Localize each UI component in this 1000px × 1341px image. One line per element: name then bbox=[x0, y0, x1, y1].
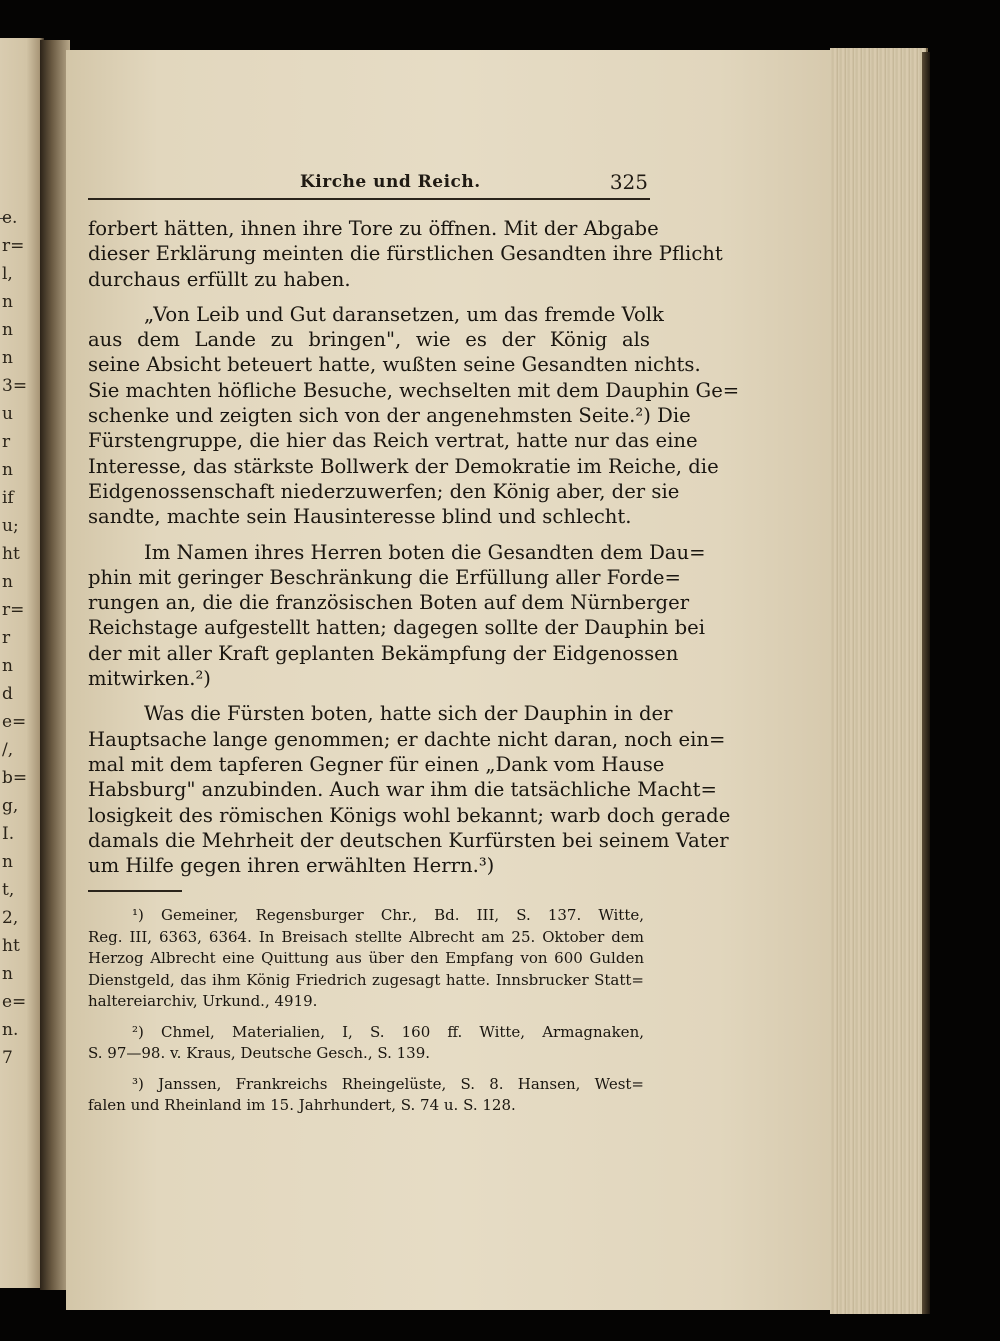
text-line: rungen an, die die französischen Boten auf dem Nürnberger bbox=[88, 591, 690, 615]
text-line: Was die Fürsten boten, hatte sich der Dauphin in der bbox=[144, 702, 673, 726]
left-page-text-fragment: e= bbox=[2, 712, 27, 732]
body-text bbox=[88, 216, 740, 878]
left-page-text-fragment: r= bbox=[2, 600, 25, 620]
text-line: schenke und zeigten sich von der angenehmsten Seite.²) Die bbox=[88, 404, 691, 428]
text-line: losigkeit des römischen Königs wohl bekannt; warb doch gerade bbox=[88, 803, 731, 827]
left-page-text-fragment: r bbox=[2, 628, 11, 648]
left-page-text-fragment: n bbox=[2, 852, 13, 872]
footnote-line: ²) Chmel, Materialien, I, S. 160 ff. Witte, Armagnaken, bbox=[132, 1022, 644, 1041]
text-line: sandte, machte sein Hausinteresse blind und schlecht. bbox=[88, 505, 632, 529]
footnote-rule bbox=[88, 890, 182, 892]
left-page-text-fragment: 7 bbox=[2, 1048, 13, 1068]
left-page-text-fragment: g, bbox=[2, 796, 19, 816]
left-page-text-fragment: r bbox=[2, 432, 11, 452]
footnote-line: ³) Janssen, Frankreichs Rheingelüste, S. 8. Hansen, West= bbox=[132, 1074, 644, 1093]
book-cover-edge bbox=[922, 52, 930, 1314]
left-page-text-fragment: r= bbox=[2, 236, 25, 256]
footnote-line: S. 97—98. v. Kraus, Deutsche Gesch., S. 139. bbox=[88, 1044, 431, 1062]
left-page-text-fragment: ht bbox=[2, 936, 20, 956]
paragraph bbox=[88, 701, 731, 878]
header-rule bbox=[88, 198, 650, 200]
left-page-text-fragment: l, bbox=[2, 264, 13, 284]
left-page-text-fragment: n. bbox=[2, 1020, 19, 1040]
paragraph bbox=[88, 216, 723, 292]
page-number: 325 bbox=[609, 170, 648, 194]
text-line: durchaus erfüllt zu haben. bbox=[88, 267, 351, 291]
text-line: Eidgenossenschaft niederzuwerfen; den König aber, der sie bbox=[88, 479, 680, 503]
text-line: Fürstengruppe, die hier das Reich vertrat, hatte nur das eine bbox=[88, 429, 698, 453]
left-page-text-fragment: u bbox=[2, 404, 13, 424]
left-page-text-fragment: n bbox=[2, 964, 13, 984]
left-page-text-fragment: 2, bbox=[2, 908, 19, 928]
text-line: Habsburg" anzubinden. Auch war ihm die tatsächliche Macht= bbox=[88, 778, 717, 802]
left-page-text-fragment: n bbox=[2, 460, 13, 480]
left-page-text-fragment: if bbox=[2, 488, 14, 508]
paragraph bbox=[88, 540, 706, 692]
footnote-line: Reg. III, 6363, 6364. In Breisach stellte Albrecht am 25. Oktober dem bbox=[88, 927, 644, 946]
text-line: „Von Leib und Gut daransetzen, um das fremde Volk bbox=[144, 302, 664, 326]
left-page-text-fragment: d bbox=[2, 684, 13, 704]
text-line: seine Absicht beteuert hatte, wußten seine Gesandten nichts. bbox=[88, 353, 701, 377]
text-line: Hauptsache lange genommen; er dachte nicht daran, noch ein= bbox=[88, 727, 726, 751]
text-line: forbert hätten, ihnen ihre Tore zu öffnen. Mit der Abgabe bbox=[88, 217, 659, 240]
left-page-text-fragment: n bbox=[2, 348, 13, 368]
left-page-text-fragment: n bbox=[2, 292, 13, 312]
running-head: Kirche und Reich. bbox=[300, 172, 481, 192]
footnote bbox=[88, 1074, 644, 1117]
left-facing-page bbox=[0, 38, 44, 1288]
text-line: damals die Mehrheit der deutschen Kurfürsten bei seinem Vater bbox=[88, 828, 729, 852]
footnote-line: falen und Rheinland im 15. Jahrhundert, S. 74 u. S. 128. bbox=[88, 1096, 516, 1114]
footnotes bbox=[88, 905, 644, 1126]
left-page-text-fragment: /, bbox=[2, 740, 14, 760]
text-line: Sie machten höfliche Besuche, wechselten mit dem Dauphin Ge= bbox=[88, 378, 740, 402]
left-page-text-fragment: b= bbox=[2, 768, 28, 788]
text-line: Im Namen ihres Herren boten die Gesandten dem Dau= bbox=[144, 540, 706, 564]
left-page-text-fragment: e= bbox=[2, 992, 27, 1012]
left-page-text-fragment: I. bbox=[2, 824, 15, 844]
left-page-text-fragment: ht bbox=[2, 544, 20, 564]
text-line: der mit aller Kraft geplanten Bekämpfung der Eidgenossen bbox=[88, 641, 679, 665]
text-line: Interesse, das stärkste Bollwerk der Demokratie im Reiche, die bbox=[88, 454, 719, 478]
text-line: Reichstage aufgestellt hatten; dagegen sollte der Dauphin bei bbox=[88, 616, 705, 640]
page-header bbox=[88, 170, 648, 196]
text-line: phin mit geringer Beschränkung die Erfüllung aller Forde= bbox=[88, 565, 681, 589]
footnote bbox=[88, 905, 644, 1013]
left-page-text-fragment: n bbox=[2, 320, 13, 340]
left-page-text-fragment: u; bbox=[2, 516, 19, 536]
left-page-text-fragment: t, bbox=[2, 880, 15, 900]
text-line: um Hilfe gegen ihren erwählten Herrn.³) bbox=[88, 854, 495, 878]
text-line: mal mit dem tapferen Gegner für einen „Dank vom Hause bbox=[88, 752, 665, 776]
text-line: dieser Erklärung meinten die fürstlichen Gesandten ihre Pflicht bbox=[88, 242, 723, 266]
left-page-text-fragment: 3= bbox=[2, 376, 28, 396]
footnote-line: Herzog Albrecht eine Quittung aus über den Empfang von 600 Gulden bbox=[88, 949, 644, 967]
left-page-text-fragment: e. bbox=[2, 208, 18, 228]
footnote-line: haltereiarchiv, Urkund., 4919. bbox=[88, 992, 318, 1010]
text-line: aus dem Lande zu bringen", wie es der König als bbox=[88, 328, 650, 352]
footnote-line: Dienstgeld, das ihm König Friedrich zugesagt hatte. Innsbrucker Statt= bbox=[88, 970, 644, 989]
footnote-line: ¹) Gemeiner, Regensburger Chr., Bd. III, S. 137. Witte, bbox=[132, 906, 644, 924]
paragraph bbox=[88, 302, 740, 530]
page-edges bbox=[830, 48, 928, 1314]
text-line: mitwirken.²) bbox=[88, 667, 211, 691]
left-page-text-fragment: n bbox=[2, 572, 13, 592]
footnote bbox=[88, 1022, 644, 1065]
left-page-text-fragment: n bbox=[2, 656, 13, 676]
